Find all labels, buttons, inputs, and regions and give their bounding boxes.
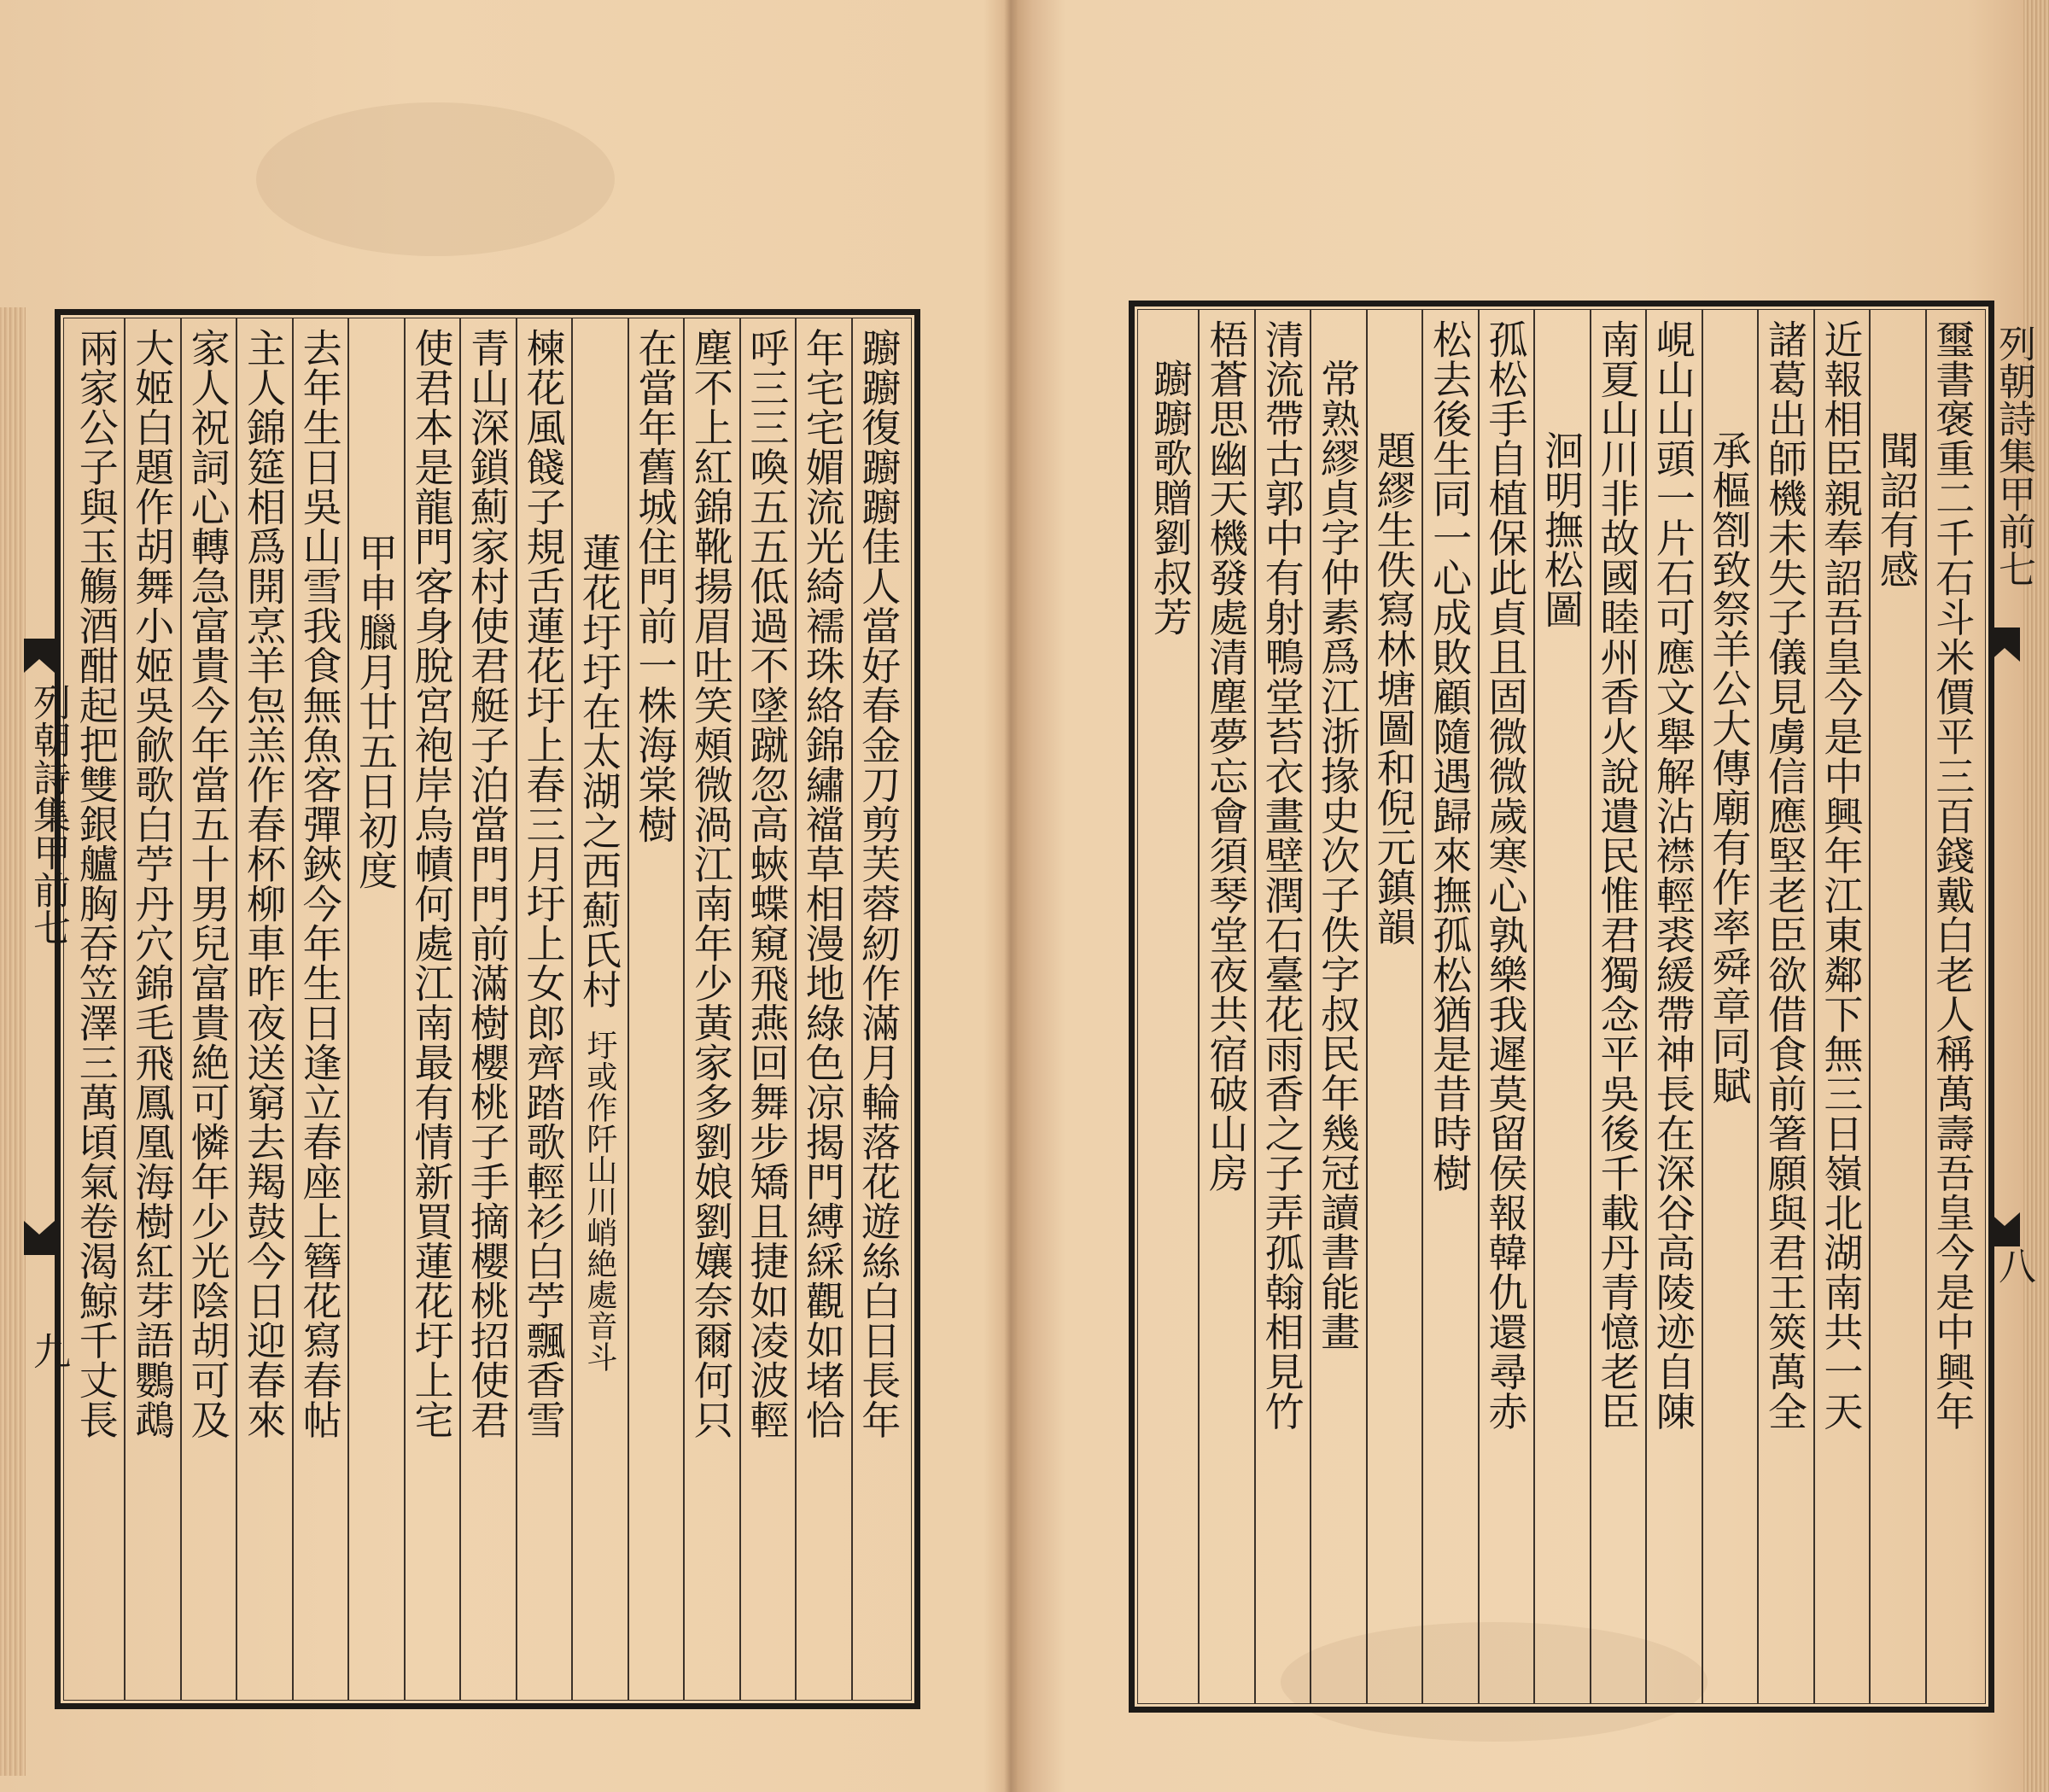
fish-tail-mark — [1989, 1212, 2020, 1246]
column-rule — [1757, 309, 1759, 1704]
column-rule — [628, 318, 629, 1701]
text-column: 南夏山川非故國睦州香火說遺民惟君獨念平吳後千載丹青憶老臣 — [1594, 319, 1641, 1431]
column-rule — [1478, 309, 1480, 1704]
column-rule — [1366, 309, 1368, 1704]
column-rule — [516, 318, 517, 1701]
column-rule — [1590, 309, 1591, 1704]
text-column: 使君本是龍門客身脫宮袍岸烏幘何處江南最有情新買蓮花圩上宅 — [408, 328, 455, 1439]
text-column: 峴山山頭一片石可應文舉解沾襟輕裘緩帶神長在深谷高陵迹自陳 — [1649, 319, 1696, 1431]
column-rule — [1254, 309, 1256, 1704]
column-rule — [1645, 309, 1647, 1704]
column-rule — [236, 318, 237, 1701]
text-column: 孤松手自植保此貞且固微微歲寒心孰樂我遲莫留侯報韓仇還尋赤 — [1482, 319, 1529, 1431]
column-rule — [459, 318, 461, 1701]
column-rule — [571, 318, 573, 1701]
text-column: 躕躕歌贈劉叔芳 — [1147, 359, 1194, 637]
text-column: 近報相臣親奉詔吾皇今是中興年江東鄰下無三日嶺北湖南共一天 — [1818, 319, 1865, 1431]
text-column: 青山深鎖薊家村使君艇子泊當門門前滿樹櫻桃子手摘櫻桃招使君 — [464, 328, 511, 1439]
column-rule — [1869, 309, 1871, 1704]
column-rule — [683, 318, 685, 1701]
column-rule — [124, 318, 126, 1701]
column-rule — [739, 318, 741, 1701]
text-column: 璽書褒重二千石斗米價平三百錢戴白老人稱萬壽吾皇今是中興年 — [1929, 319, 1976, 1431]
text-column: 在當年舊城住門前一株海棠樹 — [632, 328, 679, 844]
text-column: 蓮花圩圩在太湖之西薊氏村 — [575, 533, 622, 1009]
column-rule — [347, 318, 349, 1701]
text-column: 主人錦筵相爲開烹羊炰羔作春杯柳車昨夜送窮去羯鼓今日迎春來 — [241, 328, 288, 1439]
gutter-fold — [1004, 0, 1018, 1792]
text-column: 家人祝詞心轉急富貴今年當五十男兒富貴絶可憐年少光陰胡可及 — [184, 328, 231, 1439]
text-column: 諸葛出師機未失子儀見虜信應堅老臣欲借食前箸願與君王筴萬全 — [1761, 319, 1808, 1431]
text-column: 聞詔有感 — [1873, 430, 1920, 589]
text-column: 甲申臘月廿五日初度 — [353, 533, 400, 890]
fish-tail-mark — [24, 1221, 55, 1255]
column-rule — [1310, 309, 1311, 1704]
column-rule — [795, 318, 797, 1701]
text-column: 梧蒼思幽天機發處清塵夢忘會須琴堂夜共宿破山房 — [1203, 319, 1250, 1193]
text-column: 松去後生同一心成敗顧隨遇歸來撫孤松猶是昔時樹 — [1427, 319, 1474, 1193]
text-column: 常熟繆貞字仲素爲江浙掾史次子佚字叔民年幾冠讀書能畫 — [1315, 359, 1362, 1351]
annotation-note: 圩或作阡山川峭絶處音斗 — [581, 1030, 617, 1373]
text-column: 承樞劄致祭羊公大傳廟有作率舜章同賦 — [1706, 430, 1753, 1106]
column-rule — [1925, 309, 1927, 1704]
column-rule — [1198, 309, 1200, 1704]
column-rule — [1533, 309, 1535, 1704]
right-margin-title: 列朝詩集甲前七 — [1992, 324, 2035, 587]
right-page-edge — [2023, 0, 2049, 1792]
column-rule — [180, 318, 182, 1701]
text-column: 塵不上紅錦靴揚眉吐笑頰微渦江南年少黃家多劉娘劉孃奈爾何只 — [687, 328, 734, 1439]
text-column: 呼三三喚五五低過不墜蹴忽高蛺蝶窺飛燕回舞步矯且捷如凌波輕 — [744, 328, 791, 1439]
left-margin-leaf: 九 — [26, 1332, 70, 1369]
text-column: 楝花風餞子規舌蓮花圩上春三月圩上女郎齊踏歌輕衫白苧飄香雪 — [520, 328, 567, 1439]
left-page-edge — [0, 307, 26, 1776]
text-column: 躕躕復躕躕佳人當好春金刀剪芙蓉紉作滿月輪落花遊絲白日長年 — [855, 328, 902, 1439]
text-column: 大姬白題作胡舞小姬吳歈歌白苧丹穴錦毛飛鳳凰海樹紅芽語鸚鵡 — [129, 328, 176, 1439]
text-column: 洄明撫松圖 — [1538, 430, 1585, 629]
column-rule — [1421, 309, 1423, 1704]
text-column: 清流帶古郭中有射鴨堂苔衣畫壁潤石臺花雨香之子弄孤翰相見竹 — [1258, 319, 1305, 1431]
column-rule — [1702, 309, 1703, 1704]
column-rule — [292, 318, 294, 1701]
column-rule — [1813, 309, 1815, 1704]
paper-stain — [256, 102, 615, 256]
fish-tail-mark — [24, 639, 55, 673]
left-margin-title: 列朝詩集甲前七 — [26, 683, 70, 946]
text-column: 兩家公子與玉觴酒酣起把雙銀艫胸吞笠澤三萬頃氣卷渴鯨千丈長 — [73, 328, 120, 1439]
column-rule — [404, 318, 406, 1701]
text-column: 去年生日吳山雪我食無魚客彈鋏今年生日逢立春座上簪花寫春帖 — [296, 328, 343, 1439]
text-column: 年宅宅媚流光綺襦珠絡錦繡襠草相漫地綠色凉揭門縛綵觀如堵恰 — [799, 328, 846, 1439]
fish-tail-mark — [1989, 627, 2020, 662]
text-column: 題繆生佚寫林塘圖和倪元鎮韻 — [1370, 430, 1417, 947]
column-rule — [851, 318, 853, 1701]
right-margin-leaf: 八 — [1992, 1246, 2035, 1284]
